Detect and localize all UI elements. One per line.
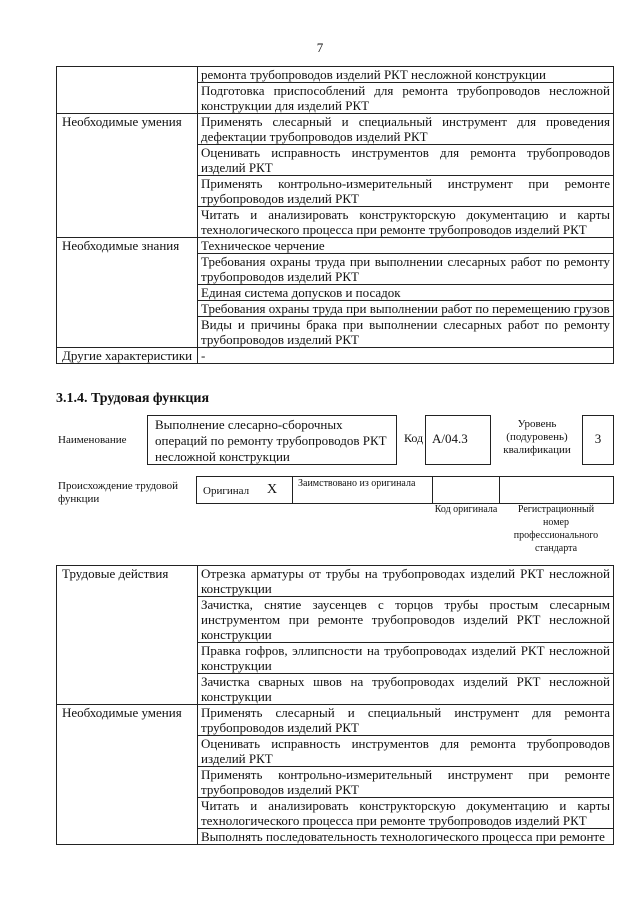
section-heading: 3.1.4. Трудовая функция [56,391,210,406]
table-row [57,348,614,364]
level-box [582,415,614,465]
table-row [57,705,614,736]
origin-code-caption: Код оригинала [434,504,498,515]
origin-label: Происхождение трудовой функции [58,480,179,505]
page-number: 7 [316,40,324,55]
row-text: Читать и анализировать конструкторскую документацию и карты технологического процесса при ремонте трубопроводов изделий РКТ [198,798,614,829]
row-text: ремонта трубопроводов изделий РКТ несложной конструкции [198,67,614,83]
registration-caption: Регистрационный номер профессионального стандарта [513,504,599,554]
borrowed-label: Заимствовано из оригинала [298,478,416,489]
function-name-value: Выполнение слесарно-сборочных операций по ремонту трубопроводов РКТ несложной конструкции [155,417,387,464]
row-header-other: Другие характеристики [57,348,198,364]
code-value: А/04.3 [432,431,468,446]
row-text: Применять слесарный и специальный инструмент для проведения дефектации трубопроводов изделий РКТ [198,114,614,145]
table-row [57,67,614,83]
registration-box [499,476,614,504]
row-text: Правка гофров, эллипсности на трубопроводах изделий РКТ несложной конструкции [198,643,614,674]
name-label: Наименование [58,434,127,446]
row-text: Выполнять последовательность технологического процесса при ремонте [198,829,614,845]
table-row [57,114,614,145]
row-text: Требования охраны труда при выполнении слесарных работ по ремонту трубопроводов изделий РКТ [198,254,614,285]
original-box [196,476,293,504]
table-row [57,566,614,597]
row-text: Отрезка арматуры от трубы на трубопроводах изделий РКТ несложной конструкции [198,566,614,597]
row-text: Читать и анализировать конструкторскую документацию и карты технологического процесса при ремонте трубопроводов изделий РКТ [198,207,614,238]
row-text: Применять контрольно-измерительный инструмент при ремонте трубопроводов изделий РКТ [198,767,614,798]
row-header-skills: Необходимые умения [57,114,198,238]
row-text: Оценивать исправность инструментов для ремонта трубопроводов изделий РКТ [198,736,614,767]
row-text: - [198,348,614,364]
row-text: Требования охраны труда при выполнении работ по перемещению грузов [198,301,614,317]
row-text: Применять контрольно-измерительный инструмент при ремонте трубопроводов изделий РКТ [198,176,614,207]
borrowed-box [292,476,433,504]
row-text: Оценивать исправность инструментов для ремонта трубопроводов изделий РКТ [198,145,614,176]
row-header [57,67,198,114]
origin-code-box [432,476,500,504]
code-box [425,415,491,465]
original-mark: X [267,482,278,497]
table-row [57,238,614,254]
row-text: Зачистка, снятие заусенцев с торцов трубы простым слесарным инструментом при ремонте трубопроводов изделий РКТ несложной конструкции [198,597,614,643]
original-label: Оригинал [203,485,250,497]
code-label: Код [404,431,424,445]
row-text: Применять слесарный и специальный инструмент для ремонта трубопроводов изделий РКТ [198,705,614,736]
level-value: 3 [594,431,602,446]
row-text: Техническое черчение [198,238,614,254]
row-text: Зачистка сварных швов на трубопроводах изделий РКТ несложной конструкции [198,674,614,705]
row-text: Виды и причины брака при выполнении слесарных работ по ремонту трубопроводов изделий РКТ [198,317,614,348]
skills-knowledge-table [56,66,614,364]
row-header-knowledge: Необходимые знания [57,238,198,348]
row-text: Подготовка приспособлений для ремонта трубопроводов несложной конструкции для изделий РКТ [198,83,614,114]
row-header-actions: Трудовые действия [57,566,198,705]
level-label: Уровень (подуровень) квалификации [503,418,571,456]
work-actions-table [56,565,614,845]
row-header-skills: Необходимые умения [57,705,198,845]
row-text: Единая система допусков и посадок [198,285,614,301]
function-name-box [147,415,397,465]
